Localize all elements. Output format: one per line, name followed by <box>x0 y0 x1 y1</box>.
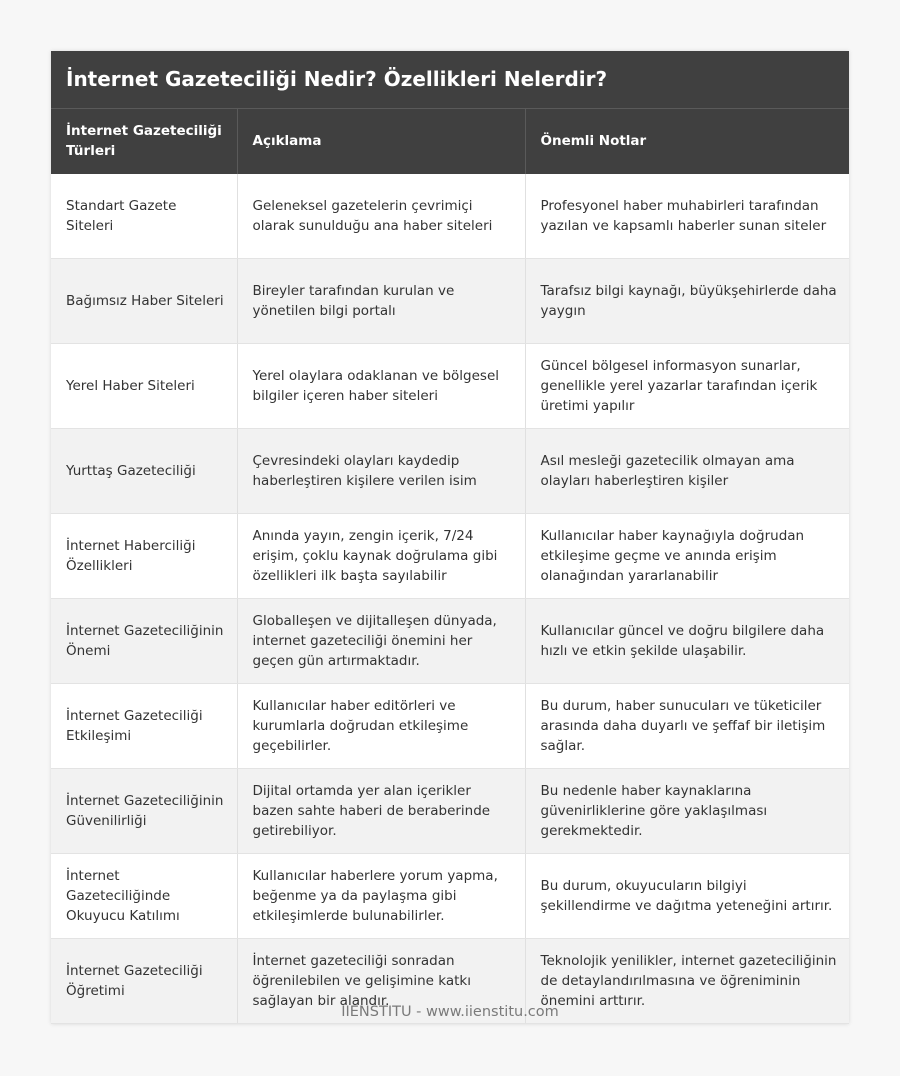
cell-description: İnternet gazeteciliği sonradan öğrenilebilen ve gelişimine katkı sağlayan bir alandır. <box>237 939 525 1024</box>
content-card <box>51 51 849 1024</box>
cell-description: Çevresindeki olayları kaydedip haberleştiren kişilere verilen isim <box>237 429 525 514</box>
table-header <box>51 109 849 174</box>
header-row <box>51 109 849 174</box>
table-row <box>51 344 849 429</box>
table-row <box>51 854 849 939</box>
cell-type: Bağımsız Haber Siteleri <box>51 259 237 344</box>
table-row <box>51 599 849 684</box>
cell-type: İnternet Gazeteciliğinin Güvenilirliği <box>51 769 237 854</box>
cell-type: Yurttaş Gazeteciliği <box>51 429 237 514</box>
cell-type: Standart Gazete Siteleri <box>51 174 237 259</box>
cell-description: Anında yayın, zengin içerik, 7/24 erişim, çoklu kaynak doğrulama gibi özellikleri ilk başta sayılabilir <box>237 514 525 599</box>
cell-notes: Bu durum, okuyucuların bilgiyi şekillendirme ve dağıtma yeteneğini artırır. <box>525 854 849 939</box>
table-row <box>51 174 849 259</box>
column-header-notes: Önemli Notlar <box>525 109 849 174</box>
cell-notes: Kullanıcılar haber kaynağıyla doğrudan etkileşime geçme ve anında erişim olanağından yararlanabilir <box>525 514 849 599</box>
cell-description: Globalleşen ve dijitalleşen dünyada, internet gazeteciliği önemini her geçen gün artırmaktadır. <box>237 599 525 684</box>
table-row <box>51 514 849 599</box>
cell-type: İnternet Gazeteciliğinde Okuyucu Katılımı <box>51 854 237 939</box>
cell-description: Bireyler tarafından kurulan ve yönetilen bilgi portalı <box>237 259 525 344</box>
cell-description: Yerel olaylara odaklanan ve bölgesel bilgiler içeren haber siteleri <box>237 344 525 429</box>
cell-type: İnternet Haberciliği Özellikleri <box>51 514 237 599</box>
table-row <box>51 684 849 769</box>
table-row <box>51 769 849 854</box>
cell-type: Yerel Haber Siteleri <box>51 344 237 429</box>
cell-type: İnternet Gazeteciliğinin Önemi <box>51 599 237 684</box>
cell-notes: Profesyonel haber muhabirleri tarafından yazılan ve kapsamlı haberler sunan siteler <box>525 174 849 259</box>
cell-notes: Teknolojik yenilikler, internet gazeteciliğinin de detaylandırılmasına ve öğreniminin önemini arttırır. <box>525 939 849 1024</box>
cell-notes: Asıl mesleği gazetecilik olmayan ama olayları haberleştiren kişiler <box>525 429 849 514</box>
table-row <box>51 259 849 344</box>
table-body <box>51 174 849 1024</box>
cell-description: Kullanıcılar haber editörleri ve kurumlarla doğrudan etkileşime geçebilirler. <box>237 684 525 769</box>
cell-notes: Tarafsız bilgi kaynağı, büyükşehirlerde daha yaygın <box>525 259 849 344</box>
cell-description: Dijital ortamda yer alan içerikler bazen sahte haberi de beraberinde getirebiliyor. <box>237 769 525 854</box>
cell-type: İnternet Gazeteciliği Etkileşimi <box>51 684 237 769</box>
info-table <box>51 108 849 1024</box>
cell-description: Geleneksel gazetelerin çevrimiçi olarak sunulduğu ana haber siteleri <box>237 174 525 259</box>
column-header-types: İnternet Gazeteciliği Türleri <box>51 109 237 174</box>
cell-notes: Bu durum, haber sunucuları ve tüketiciler arasında daha duyarlı ve şeffaf bir iletişim sağlar. <box>525 684 849 769</box>
footer-credit: IIENSTITU - www.iienstitu.com <box>341 1004 559 1020</box>
cell-type: İnternet Gazeteciliği Öğretimi <box>51 939 237 1024</box>
column-header-description: Açıklama <box>237 109 525 174</box>
cell-notes: Bu nedenle haber kaynaklarına güvenirliklerine göre yaklaşılması gerekmektedir. <box>525 769 849 854</box>
cell-notes: Güncel bölgesel informasyon sunarlar, genellikle yerel yazarlar tarafından içerik üretimi yapılır <box>525 344 849 429</box>
table-row <box>51 429 849 514</box>
cell-notes: Kullanıcılar güncel ve doğru bilgilere daha hızlı ve etkin şekilde ulaşabilir. <box>525 599 849 684</box>
cell-description: Kullanıcılar haberlere yorum yapma, beğenme ya da paylaşma gibi etkileşimlerde bulunabilirler. <box>237 854 525 939</box>
page-title: İnternet Gazeteciliği Nedir? Özellikleri Nelerdir? <box>51 51 849 108</box>
